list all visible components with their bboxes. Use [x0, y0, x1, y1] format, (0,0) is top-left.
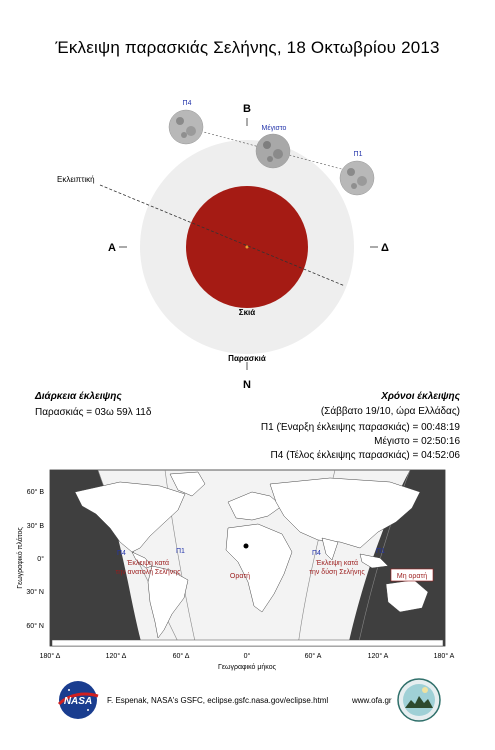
moon-p4 [169, 110, 203, 144]
map-p1-east: Π1 [376, 548, 385, 555]
moon-max [256, 134, 290, 168]
not-visible-label: Μη ορατή [396, 573, 428, 580]
ofa-logo [397, 678, 441, 722]
rise-label-line1: Έκλειψη κατά [126, 560, 170, 567]
times-subtitle: (Σάββατο 19/10, ώρα Ελλάδας) [320, 406, 460, 417]
time-p4: Π4 (Τέλος έκλειψης παρασκιάς) = 04:52:06 [270, 450, 460, 461]
map-p1-west: Π1 [176, 548, 185, 555]
lat-tick-60s: 60° Ν [26, 623, 44, 630]
nasa-wordmark: NASA [63, 696, 93, 707]
west-label: Α [108, 242, 116, 254]
moon-p1 [340, 161, 374, 195]
rise-label-line2: την ανατολή Σελήνης [115, 569, 181, 576]
lon-tick-0: 0° [243, 653, 251, 660]
penumbra-label: Παρασκιά [228, 354, 266, 363]
map-p4-east: Π4 [312, 550, 321, 557]
times-heading: Χρόνοι έκλειψης [381, 391, 460, 402]
lon-tick-120e: 120° Α [367, 653, 389, 660]
p1-label: Π1 [353, 151, 363, 158]
lon-tick-60e: 60° Α [304, 653, 322, 660]
max-label: Μέγιστο [261, 125, 287, 132]
umbra-label: Σκιά [238, 308, 256, 317]
map-xlabel: Γεωγραφικό μήκος [218, 664, 276, 671]
nasa-logo [55, 680, 101, 720]
lon-tick-180w: 180° Δ [39, 653, 61, 660]
footer-credit: F. Espenak, NASA's GSFC, eclipse.gsfc.nasa.gov/eclipse.html [107, 696, 329, 705]
map-ylabel: Γεωγραφικό πλάτος [17, 527, 24, 589]
lat-tick-0: 0° [37, 556, 44, 563]
set-label-line2: την δύση Σελήνης [309, 569, 365, 576]
south-label: Ν [243, 379, 251, 390]
north-label: Β [243, 103, 251, 115]
map-p4-west: Π4 [117, 550, 126, 557]
page-title: Έκλειψη παρασκιάς Σελήνης, 18 Οκτωβρίου 2013 [55, 38, 440, 57]
lat-tick-30s: 30° Ν [26, 589, 44, 596]
visibility-map [0, 462, 495, 672]
east-label: Δ [381, 242, 389, 254]
duration-heading: Διάρκεια έκλειψης [35, 391, 122, 402]
set-label-line1: Έκλειψη κατά [315, 560, 359, 567]
lon-tick-180e: 180° Α [433, 653, 455, 660]
p4-label: Π4 [182, 100, 192, 107]
lon-tick-60w: 60° Δ [172, 653, 190, 660]
ecliptic-label: Εκλειπτική [57, 175, 95, 184]
eclipse-diagram [0, 90, 495, 390]
time-p1: Π1 (Έναρξη έκλειψης παρασκιάς) = 00:48:19 [260, 422, 460, 433]
visible-label: Ορατή [229, 573, 251, 580]
footer-url[interactable]: www.ofa.gr [352, 696, 392, 705]
time-max: Μέγιστο = 02:50:16 [374, 436, 460, 447]
lon-tick-120w: 120° Δ [105, 653, 127, 660]
lat-tick-30n: 30° Β [26, 523, 44, 530]
sublunar-point [244, 544, 249, 549]
duration-penumbral: Παρασκιάς = 03ω 59λ 11δ [35, 407, 152, 418]
lat-tick-60n: 60° Β [26, 489, 44, 496]
